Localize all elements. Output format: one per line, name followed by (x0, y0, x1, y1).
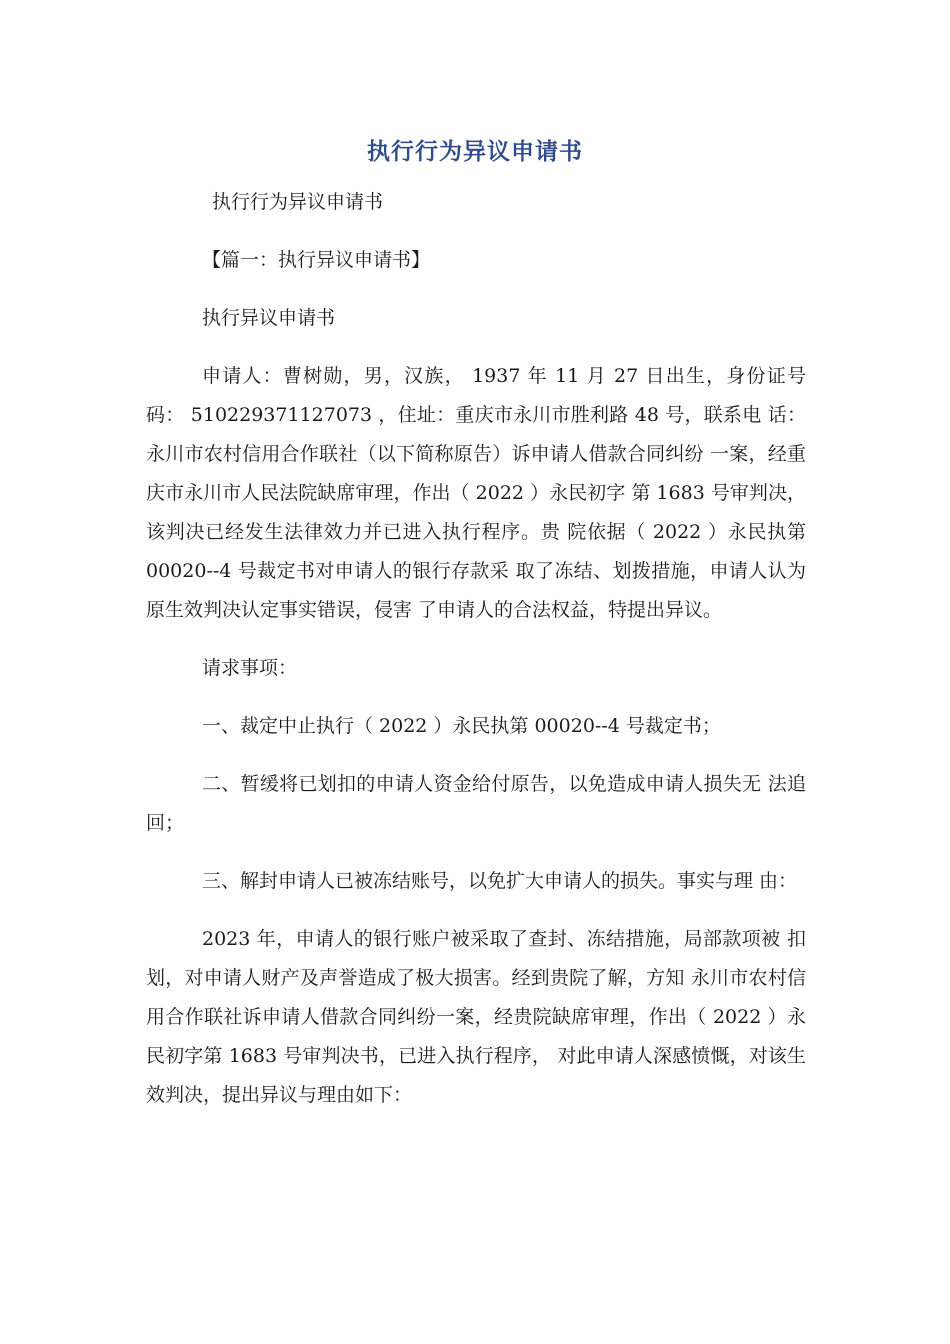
applicant-paragraph: 申请人：曹树勋，男，汉族， 1937 年 11 月 27 日出生，身份证号 码： 510229371127073 ，住址：重庆市永川市胜利路 48 号，联系电 话：永川市农村信用合作联社（以下简称原告）诉申请人借款合同纠纷 一案，经重庆市永川市人民法院缺席审理，作出（ 2022 ）永民初字 第 1683 号审判决，该判决已经发生法律效力并已进入执行程序。贵 院依据（ 2022 ）永民执第 00020--4 号裁定书对申请人的银行存款采 取了冻结、划拨措施，申请人认为原生效判决认定事实错误，侵害 了申请人的合法权益，特提出异议。 (146, 365, 806, 621)
request-item-1: 一、裁定中止执行（ 2022 ）永民执第 00020--4 号裁定书； (202, 715, 721, 737)
request-item-2: 二、暂缓将已划扣的申请人资金给付原告，以免造成申请人损失无 法追回； (146, 773, 806, 834)
doc-heading: 执行异议申请书 (202, 307, 336, 329)
document-title: 执行行为异议申请书 (367, 139, 583, 165)
document-body (146, 183, 806, 1115)
request-heading: 请求事项： (202, 657, 298, 679)
document-subtitle: 执行行为异议申请书 (212, 191, 384, 213)
facts-paragraph: 2023 年，申请人的银行账户被采取了查封、冻结措施，局部款项被 扣划，对申请人财产及声誉造成了极大损害。经到贵院了解，方知 永川市农村信用合作联社诉申请人借款合同纠纷一案，经贵院缺席审理，作出（ 2022 ）永民初字第 1683 号审判决书，已进入执行程序， 对此申请人深感愤慨，对该生效判决，提出异议与理由如下： (146, 928, 806, 1106)
request-item-3: 三、解封申请人已被冻结账号，以免扩大申请人的损失。事实与理 由： (202, 870, 798, 892)
section-heading: 【篇一：执行异议申请书】 (202, 249, 431, 271)
